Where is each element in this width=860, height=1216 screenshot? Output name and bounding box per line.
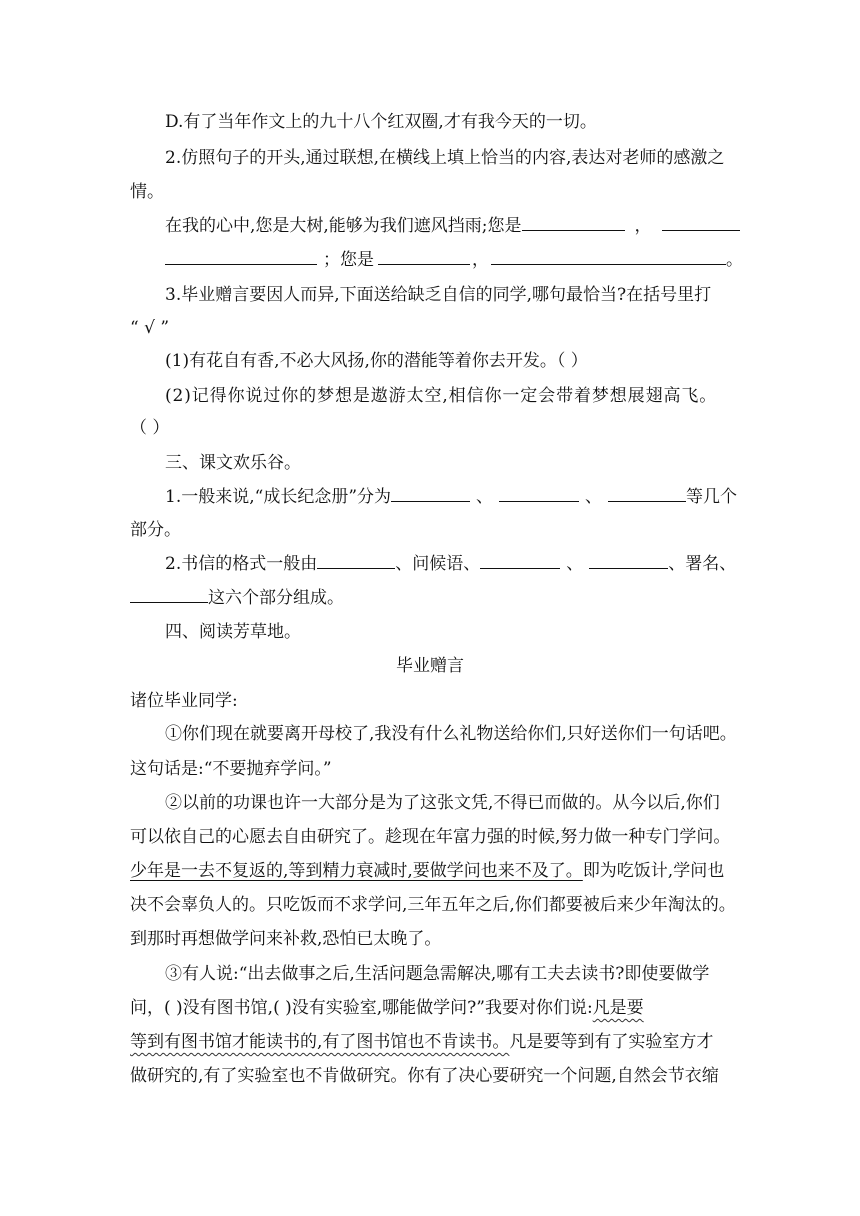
question-text: 等几个 xyxy=(686,487,738,507)
answer-blank[interactable] xyxy=(662,214,740,231)
answer-blank[interactable] xyxy=(499,485,579,502)
answer-blank[interactable] xyxy=(130,586,208,603)
underlined-sentence: 少年是一去不复返的,等到精力衰减时,要做学问也来不及了。 xyxy=(130,861,583,881)
paragraph-3-line2 xyxy=(130,996,644,1020)
question-2-line1: 2.仿照句子的开头,通过联想,在横线上填上恰当的内容,表达对老师的感激之 xyxy=(165,148,725,168)
period: 。 xyxy=(726,250,743,270)
section-3-question-2-line2 xyxy=(130,586,344,610)
greeting: 诸位毕业同学: xyxy=(130,691,238,711)
question-3-option2: (2)记得你说过你的梦想是遨游太空,相信你一定会带着梦想展翅高飞。 xyxy=(165,386,718,406)
question-2-sentence1 xyxy=(165,214,740,238)
question-2-sentence2 xyxy=(165,248,743,272)
comma: ， xyxy=(472,250,489,270)
answer-blank[interactable] xyxy=(378,248,470,265)
option-d: D.有了当年作文上的九十八个红双圈,才有我今天的一切。 xyxy=(165,112,597,132)
paragraph-2-line4: 决不会辜负人的。只吃饭而不求学问,三年五年之后,你们都要被后来少年淘汰的。 xyxy=(130,895,736,915)
sentence-text: 在我的心中,您是大树,能够为我们遮风挡雨;您是 xyxy=(165,216,522,236)
paragraph-2-line3 xyxy=(130,859,724,883)
separator: 、 xyxy=(566,554,584,574)
answer-blank[interactable] xyxy=(317,552,395,569)
paragraph-2-line2: 可以依自己的心愿去自由研究了。趁现在年富力强的时候,努力做一种专门学问。 xyxy=(130,827,731,847)
question-text: 1.一般来说,“成长纪念册”分为 xyxy=(165,487,392,507)
question-text: 、署名、 xyxy=(668,554,737,574)
question-2-line2: 情。 xyxy=(130,182,164,202)
question-text: 2.书信的格式一般由 xyxy=(165,554,318,574)
question-3-line1: 3.毕业赠言要因人而异,下面送给缺乏自信的同学,哪句最恰当?在括号里打 xyxy=(165,285,712,305)
answer-blank[interactable] xyxy=(491,248,726,265)
section-3-question-1-line2: 部分。 xyxy=(130,520,181,540)
semicolon-text: ；您是 xyxy=(323,250,374,270)
question-3-line2: “ √ ” xyxy=(130,318,170,338)
paragraph-1-line1: ①你们现在就要离开母校了,我没有什么礼物送给你们,只好送你们一句话吧。 xyxy=(165,724,737,744)
wavy-underlined-sentence: 等到有图书馆才能读书的,有了图书馆也不肯读书。 xyxy=(130,1032,510,1052)
paragraph-1-line2: 这句话是:“不要抛弃学问。” xyxy=(130,759,332,779)
paragraph-2-line5: 到那时再想做学问来补救,恐怕已太晚了。 xyxy=(130,929,442,949)
section-4-heading: 四、阅读芳草地。 xyxy=(165,622,301,642)
paragraph-2-line1: ②以前的功课也许一大部分是为了这张文凭,不得已而做的。从今以后,你们 xyxy=(165,793,720,813)
answer-blank[interactable] xyxy=(391,485,470,502)
section-3-question-1 xyxy=(165,485,737,509)
question-text: 这六个部分组成。 xyxy=(208,588,344,608)
answer-blank[interactable] xyxy=(480,552,560,569)
paragraph-text: 即为吃饭计,学问也 xyxy=(582,861,725,881)
question-3-option1: (1)有花自有香,不必大风扬,你的潜能等着你去开发。（ ） xyxy=(165,351,588,371)
answer-blank[interactable] xyxy=(165,248,317,265)
paragraph-text: 问，( )没有图书馆,( )没有实验室,哪能做学问?”我要对你们说: xyxy=(130,998,593,1018)
separator: 、 xyxy=(476,487,494,507)
question-text: 、问候语、 xyxy=(395,554,481,574)
answer-blank[interactable] xyxy=(589,552,668,569)
section-3-question-2 xyxy=(165,552,736,576)
answer-blank[interactable] xyxy=(608,485,686,502)
paragraph-3-line4: 做研究的,有了实验室也不肯做研究。你有了决心要研究一个问题,自然会节衣缩 xyxy=(130,1066,719,1086)
section-3-heading: 三、课文欢乐谷。 xyxy=(165,453,301,473)
paragraph-text: 凡是要等到有了实验室方才 xyxy=(509,1032,714,1052)
wavy-underlined-text: 凡是要 xyxy=(592,998,644,1018)
separator: 、 xyxy=(585,487,603,507)
article-title: 毕业赠言 xyxy=(396,656,464,676)
comma: ， xyxy=(634,216,652,236)
paragraph-3-line1: ③有人说:“出去做事之后,生活问题急需解决,哪有工夫去读书?即使要做学 xyxy=(165,964,710,984)
answer-blank[interactable] xyxy=(522,214,625,231)
answer-paren[interactable]: （ ） xyxy=(130,418,170,438)
paragraph-3-line3 xyxy=(130,1030,713,1054)
